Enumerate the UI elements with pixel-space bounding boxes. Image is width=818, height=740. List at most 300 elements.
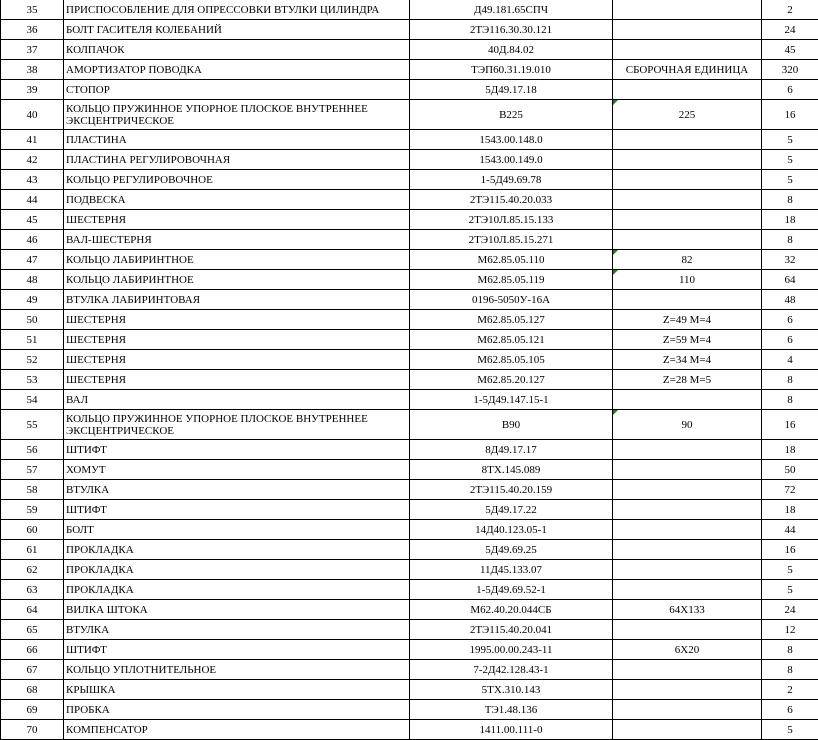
part-code-cell	[410, 60, 613, 80]
quantity-cell	[762, 20, 818, 40]
table-row	[1, 170, 818, 190]
part-code-cell	[410, 350, 613, 370]
part-name-cell	[64, 210, 410, 230]
part-code-cell	[410, 100, 613, 130]
part-code-cell	[410, 20, 613, 40]
row-number-cell	[1, 150, 64, 170]
note-text: Z=28 M=5	[663, 374, 711, 386]
num-text: 52	[27, 354, 38, 366]
code-text: 5Д49.17.22	[485, 504, 537, 516]
code-text: 5Д49.69.25	[485, 544, 537, 556]
qty-text: 8	[787, 234, 793, 246]
part-code-cell	[410, 410, 613, 440]
code-text: 2ТЭ115.40.20.033	[470, 194, 552, 206]
table-row	[1, 660, 818, 680]
table-row	[1, 480, 818, 500]
row-number-cell	[1, 460, 64, 480]
row-number-cell	[1, 410, 64, 440]
note-cell	[613, 520, 762, 540]
table-row	[1, 0, 818, 20]
quantity-cell	[762, 410, 818, 440]
part-name-cell	[64, 100, 410, 130]
code-text: М62.85.05.127	[477, 314, 545, 326]
part-code-cell	[410, 560, 613, 580]
table-row	[1, 60, 818, 80]
name-text: ШТИФТ	[66, 444, 107, 456]
table-row	[1, 600, 818, 620]
name-text: ПОДВЕСКА	[66, 194, 126, 206]
quantity-cell	[762, 330, 818, 350]
num-text: 38	[27, 64, 38, 76]
name-text: ХОМУТ	[66, 464, 106, 476]
table-row	[1, 390, 818, 410]
table-row	[1, 130, 818, 150]
note-text: 64Х133	[669, 604, 704, 616]
part-name-cell	[64, 290, 410, 310]
num-text: 69	[27, 704, 38, 716]
code-text: 5Д49.17.18	[485, 84, 537, 96]
qty-text: 8	[787, 644, 793, 656]
part-code-cell	[410, 40, 613, 60]
part-code-cell	[410, 600, 613, 620]
note-cell	[613, 700, 762, 720]
note-cell	[613, 230, 762, 250]
part-code-cell	[410, 700, 613, 720]
qty-text: 44	[785, 524, 796, 536]
note-cell	[613, 580, 762, 600]
name-text: ПРИСПОСОБЛЕНИЕ ДЛЯ ОПРЕССОВКИ ВТУЛКИ ЦИЛИНДРА	[66, 4, 379, 16]
part-name-cell	[64, 700, 410, 720]
part-code-cell	[410, 660, 613, 680]
part-name-cell	[64, 60, 410, 80]
note-cell	[613, 680, 762, 700]
table-row	[1, 720, 818, 740]
quantity-cell	[762, 210, 818, 230]
qty-text: 320	[782, 64, 799, 76]
quantity-cell	[762, 80, 818, 100]
code-text: 1411.00.111-0	[480, 724, 543, 736]
note-cell	[613, 0, 762, 20]
code-text: В90	[502, 419, 520, 431]
qty-text: 5	[787, 154, 793, 166]
quantity-cell	[762, 600, 818, 620]
num-text: 36	[27, 24, 38, 36]
part-name-cell	[64, 270, 410, 290]
part-code-cell	[410, 210, 613, 230]
name-text: ПЛАСТИНА РЕГУЛИРОВОЧНАЯ	[66, 154, 230, 166]
part-name-cell	[64, 680, 410, 700]
quantity-cell	[762, 540, 818, 560]
qty-text: 5	[787, 724, 793, 736]
table-row	[1, 330, 818, 350]
qty-text: 2	[787, 684, 793, 696]
note-cell	[613, 20, 762, 40]
code-text: 14Д40.123.05-1	[475, 524, 547, 536]
note-cell	[613, 440, 762, 460]
table-row	[1, 270, 818, 290]
row-number-cell	[1, 290, 64, 310]
qty-text: 18	[785, 504, 796, 516]
quantity-cell	[762, 500, 818, 520]
num-text: 49	[27, 294, 38, 306]
part-name-cell	[64, 410, 410, 440]
num-text: 43	[27, 174, 38, 186]
row-number-cell	[1, 700, 64, 720]
num-text: 48	[27, 274, 38, 286]
part-code-cell	[410, 370, 613, 390]
name-text: ВИЛКА ШТОКА	[66, 604, 148, 616]
part-code-cell	[410, 440, 613, 460]
table-row	[1, 100, 818, 130]
quantity-cell	[762, 700, 818, 720]
note-cell	[613, 370, 762, 390]
cell-comment-marker-icon	[613, 270, 618, 275]
name-text: КОЛЬЦО УПЛОТНИТЕЛЬНОЕ	[66, 664, 216, 676]
part-code-cell	[410, 190, 613, 210]
note-cell	[613, 720, 762, 740]
row-number-cell	[1, 100, 64, 130]
row-number-cell	[1, 520, 64, 540]
table-row	[1, 80, 818, 100]
num-text: 58	[27, 484, 38, 496]
code-text: М62.85.05.119	[477, 274, 544, 286]
part-name-cell	[64, 0, 410, 20]
code-text: 40Д.84.02	[488, 44, 534, 56]
code-text: М62.85.05.110	[477, 254, 544, 266]
qty-text: 2	[787, 4, 793, 16]
row-number-cell	[1, 600, 64, 620]
quantity-cell	[762, 60, 818, 80]
row-number-cell	[1, 390, 64, 410]
note-cell	[613, 210, 762, 230]
part-name-cell	[64, 720, 410, 740]
part-code-cell	[410, 170, 613, 190]
part-code-cell	[410, 500, 613, 520]
row-number-cell	[1, 370, 64, 390]
row-number-cell	[1, 540, 64, 560]
part-name-cell	[64, 440, 410, 460]
table-row	[1, 620, 818, 640]
name-text: СТОПОР	[66, 84, 110, 96]
num-text: 65	[27, 624, 38, 636]
qty-text: 48	[785, 294, 796, 306]
code-text: 11Д45.133.07	[480, 564, 542, 576]
qty-text: 5	[787, 564, 793, 576]
note-cell	[613, 480, 762, 500]
quantity-cell	[762, 680, 818, 700]
qty-text: 32	[785, 254, 796, 266]
qty-text: 18	[785, 444, 796, 456]
row-number-cell	[1, 20, 64, 40]
part-name-cell	[64, 370, 410, 390]
note-text: Z=34 M=4	[663, 354, 711, 366]
note-cell	[613, 60, 762, 80]
part-code-cell	[410, 720, 613, 740]
qty-text: 16	[785, 544, 796, 556]
row-number-cell	[1, 190, 64, 210]
quantity-cell	[762, 0, 818, 20]
note-cell	[613, 600, 762, 620]
part-name-cell	[64, 190, 410, 210]
part-name-cell	[64, 540, 410, 560]
quantity-cell	[762, 720, 818, 740]
part-name-cell	[64, 480, 410, 500]
note-cell	[613, 390, 762, 410]
part-code-cell	[410, 310, 613, 330]
row-number-cell	[1, 210, 64, 230]
part-name-cell	[64, 520, 410, 540]
num-text: 63	[27, 584, 38, 596]
quantity-cell	[762, 250, 818, 270]
note-cell	[613, 40, 762, 60]
code-text: 2ТЭ115.40.20.159	[470, 484, 552, 496]
note-text: 225	[679, 109, 696, 121]
quantity-cell	[762, 150, 818, 170]
num-text: 64	[27, 604, 38, 616]
code-text: М62.85.05.105	[477, 354, 545, 366]
note-cell	[613, 250, 762, 270]
qty-text: 45	[785, 44, 796, 56]
num-text: 42	[27, 154, 38, 166]
part-code-cell	[410, 270, 613, 290]
table-row	[1, 540, 818, 560]
num-text: 41	[27, 134, 38, 146]
num-text: 35	[27, 4, 38, 16]
table-row	[1, 580, 818, 600]
qty-text: 72	[785, 484, 796, 496]
note-text: 110	[679, 274, 695, 286]
num-text: 44	[27, 194, 38, 206]
qty-text: 8	[787, 194, 793, 206]
code-text: 1-5Д49.69.78	[481, 174, 542, 186]
qty-text: 6	[787, 704, 793, 716]
row-number-cell	[1, 310, 64, 330]
code-text: 1-5Д49.69.52-1	[476, 584, 546, 596]
note-cell	[613, 350, 762, 370]
name-text: ПРОКЛАДКА	[66, 544, 134, 556]
name-text: ПРОКЛАДКА	[66, 584, 134, 596]
quantity-cell	[762, 290, 818, 310]
part-name-cell	[64, 620, 410, 640]
note-cell	[613, 540, 762, 560]
row-number-cell	[1, 80, 64, 100]
part-code-cell	[410, 290, 613, 310]
qty-text: 6	[787, 314, 793, 326]
part-code-cell	[410, 580, 613, 600]
note-cell	[613, 460, 762, 480]
note-cell	[613, 130, 762, 150]
num-text: 39	[27, 84, 38, 96]
code-text: М62.40.20.044СБ	[470, 604, 551, 616]
note-cell	[613, 290, 762, 310]
num-text: 37	[27, 44, 38, 56]
part-code-cell	[410, 130, 613, 150]
table-row	[1, 250, 818, 270]
row-number-cell	[1, 330, 64, 350]
part-name-cell	[64, 580, 410, 600]
part-name-cell	[64, 460, 410, 480]
part-code-cell	[410, 620, 613, 640]
qty-text: 6	[787, 84, 793, 96]
table-row	[1, 520, 818, 540]
row-number-cell	[1, 0, 64, 20]
table-row	[1, 210, 818, 230]
row-number-cell	[1, 620, 64, 640]
name-text: БОЛТ	[66, 524, 94, 536]
note-cell	[613, 100, 762, 130]
quantity-cell	[762, 440, 818, 460]
row-number-cell	[1, 720, 64, 740]
row-number-cell	[1, 230, 64, 250]
row-number-cell	[1, 440, 64, 460]
note-text: Z=49 M=4	[663, 314, 711, 326]
name-text: КОЛЬЦО ЛАБИРИНТНОЕ	[66, 274, 194, 286]
name-text: КРЫШКА	[66, 684, 115, 696]
qty-text: 18	[785, 214, 796, 226]
note-cell	[613, 640, 762, 660]
quantity-cell	[762, 270, 818, 290]
code-text: 2ТЭ115.40.20.041	[470, 624, 552, 636]
code-text: ТЭП60.31.19.010	[471, 64, 551, 76]
note-cell	[613, 500, 762, 520]
table-row	[1, 20, 818, 40]
qty-text: 5	[787, 134, 793, 146]
num-text: 61	[27, 544, 38, 556]
part-name-cell	[64, 330, 410, 350]
name-text: АМОРТИЗАТОР ПОВОДКА	[66, 64, 202, 76]
num-text: 57	[27, 464, 38, 476]
code-text: 1543.00.149.0	[479, 154, 542, 166]
qty-text: 8	[787, 374, 793, 386]
qty-text: 24	[785, 24, 796, 36]
parts-table-body	[1, 0, 818, 740]
code-text: 2ТЭ116.30.30.121	[470, 24, 552, 36]
name-text: ВТУЛКА	[66, 484, 109, 496]
num-text: 56	[27, 444, 38, 456]
name-text: ВАЛ	[66, 394, 88, 406]
part-name-cell	[64, 230, 410, 250]
num-text: 59	[27, 504, 38, 516]
table-row	[1, 190, 818, 210]
num-text: 68	[27, 684, 38, 696]
row-number-cell	[1, 680, 64, 700]
part-code-cell	[410, 230, 613, 250]
part-name-cell	[64, 390, 410, 410]
quantity-cell	[762, 390, 818, 410]
table-row	[1, 640, 818, 660]
name-text: КОЛЬЦО ПРУЖИННОЕ УПОРНОЕ ПЛОСКОЕ ВНУТРЕННЕЕ ЭКСЦЕНТРИЧЕСКОЕ	[66, 413, 368, 437]
part-code-cell	[410, 80, 613, 100]
part-code-cell	[410, 250, 613, 270]
part-code-cell	[410, 520, 613, 540]
num-text: 45	[27, 214, 38, 226]
row-number-cell	[1, 170, 64, 190]
table-row	[1, 560, 818, 580]
code-text: 0196-5050У-16А	[472, 294, 550, 306]
quantity-cell	[762, 370, 818, 390]
num-text: 55	[27, 419, 38, 431]
qty-text: 5	[787, 174, 793, 186]
code-text: 1995.00.00.243-11	[469, 644, 552, 656]
note-cell	[613, 170, 762, 190]
table-row	[1, 230, 818, 250]
note-cell	[613, 310, 762, 330]
qty-text: 8	[787, 664, 793, 676]
name-text: ШЕСТЕРНЯ	[66, 214, 126, 226]
qty-text: 50	[785, 464, 796, 476]
name-text: ВТУЛКА	[66, 624, 109, 636]
code-text: 8ТХ.145.089	[482, 464, 541, 476]
row-number-cell	[1, 130, 64, 150]
note-cell	[613, 410, 762, 440]
num-text: 66	[27, 644, 38, 656]
table-row	[1, 460, 818, 480]
name-text: ШЕСТЕРНЯ	[66, 374, 126, 386]
row-number-cell	[1, 500, 64, 520]
name-text: КОМПЕНСАТОР	[66, 724, 148, 736]
qty-text: 64	[785, 274, 796, 286]
note-text: 6Х20	[675, 644, 699, 656]
num-text: 47	[27, 254, 38, 266]
part-code-cell	[410, 390, 613, 410]
table-row	[1, 500, 818, 520]
name-text: БОЛТ ГАСИТЕЛЯ КОЛЕБАНИЙ	[66, 24, 222, 36]
qty-text: 16	[785, 109, 796, 121]
quantity-cell	[762, 520, 818, 540]
qty-text: 8	[787, 394, 793, 406]
note-text: СБОРОЧНАЯ ЕДИНИЦА	[626, 64, 749, 76]
part-name-cell	[64, 350, 410, 370]
qty-text: 4	[787, 354, 793, 366]
code-text: 2ТЭ10Л.85.15.271	[469, 234, 554, 246]
num-text: 54	[27, 394, 38, 406]
code-text: 8Д49.17.17	[485, 444, 537, 456]
cell-comment-marker-icon	[613, 410, 618, 415]
part-name-cell	[64, 130, 410, 150]
num-text: 67	[27, 664, 38, 676]
code-text: 2ТЭ10Л.85.15.133	[469, 214, 554, 226]
table-row	[1, 40, 818, 60]
quantity-cell	[762, 460, 818, 480]
part-code-cell	[410, 0, 613, 20]
part-name-cell	[64, 40, 410, 60]
quantity-cell	[762, 170, 818, 190]
quantity-cell	[762, 480, 818, 500]
part-name-cell	[64, 150, 410, 170]
num-text: 62	[27, 564, 38, 576]
name-text: ПРОКЛАДКА	[66, 564, 134, 576]
note-cell	[613, 560, 762, 580]
row-number-cell	[1, 660, 64, 680]
code-text: М62.85.20.127	[477, 374, 545, 386]
num-text: 70	[27, 724, 38, 736]
part-code-cell	[410, 330, 613, 350]
part-name-cell	[64, 660, 410, 680]
num-text: 51	[27, 334, 38, 346]
part-code-cell	[410, 150, 613, 170]
row-number-cell	[1, 250, 64, 270]
quantity-cell	[762, 560, 818, 580]
name-text: ПРОБКА	[66, 704, 110, 716]
qty-text: 24	[785, 604, 796, 616]
name-text: ШТИФТ	[66, 644, 107, 656]
num-text: 60	[27, 524, 38, 536]
quantity-cell	[762, 40, 818, 60]
quantity-cell	[762, 640, 818, 660]
name-text: ШЕСТЕРНЯ	[66, 334, 126, 346]
part-code-cell	[410, 480, 613, 500]
table-row	[1, 150, 818, 170]
